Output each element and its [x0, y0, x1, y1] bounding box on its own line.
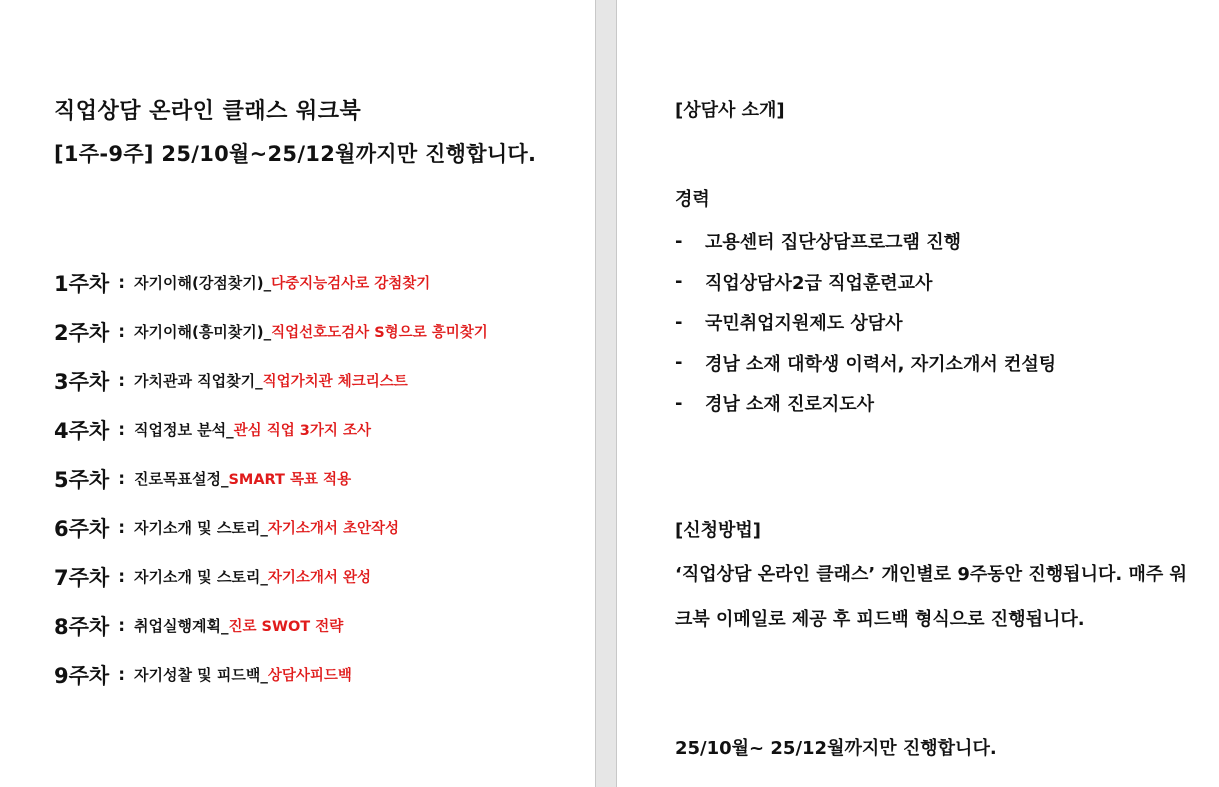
week-colon: : — [118, 321, 125, 342]
week-topic: 가치관과 직업찾기_ — [134, 372, 263, 390]
list-dash: - — [675, 311, 683, 333]
career-list — [675, 221, 1056, 424]
week-colon: : — [118, 272, 125, 293]
week-task: 직업가치관 체크리스트 — [262, 374, 408, 390]
left-page — [0, 0, 596, 787]
week-row-7 — [54, 552, 488, 601]
week-number: 4주차 — [54, 418, 110, 443]
week-colon: : — [118, 664, 125, 685]
week-row-4 — [54, 405, 488, 454]
application-heading: [신청방법] — [675, 520, 762, 541]
week-topic: 자기이해(강점찾기)_ — [134, 274, 272, 292]
career-item — [675, 343, 1056, 384]
application-description: ‘직업상담 온라인 클래스’ 개인별로 9주동안 진행됩니다. 매주 워크북 이메일로 제공 후 피드백 형식으로 진행됩니다. — [675, 564, 1187, 630]
week-number: 9주차 — [54, 663, 110, 688]
week-task: 직업선호도검사 S형으로 흥미찾기 — [271, 325, 488, 341]
week-number: 3주차 — [54, 369, 110, 394]
week-task: 자기소개서 완성 — [267, 570, 371, 586]
week-number: 2주차 — [54, 320, 110, 345]
career-item-text: 직업상담사2급 직업훈련교사 — [705, 272, 933, 294]
weekly-schedule — [54, 258, 488, 699]
week-topic: 자기이해(흥미찾기)_ — [134, 323, 272, 341]
week-topic: 취업실행계획_ — [134, 617, 229, 635]
career-item — [675, 221, 1056, 262]
period-notice: 25/10월~ 25/12월까지만 진행합니다. — [675, 738, 997, 759]
week-number: 7주차 — [54, 565, 110, 590]
week-task: 진로 SWOT 전략 — [228, 619, 344, 635]
week-colon: : — [118, 419, 125, 440]
week-row-5 — [54, 454, 488, 503]
week-row-1 — [54, 258, 488, 307]
week-row-8 — [54, 601, 488, 650]
workbook-subtitle: [1주-9주] 25/10월~25/12월까지만 진행합니다. — [54, 142, 537, 166]
career-item — [675, 302, 1056, 343]
workbook-title: 직업상담 온라인 클래스 워크북 — [54, 99, 362, 124]
week-number: 5주차 — [54, 467, 110, 492]
week-topic: 자기성찰 및 피드백_ — [134, 666, 268, 684]
week-number: 6주차 — [54, 516, 110, 541]
list-dash: - — [675, 392, 683, 414]
career-item-text: 경남 소재 진로지도사 — [705, 394, 875, 416]
list-dash: - — [675, 271, 683, 293]
week-topic: 자기소개 및 스토리_ — [134, 519, 268, 537]
week-topic: 직업정보 분석_ — [134, 421, 234, 439]
career-item-text: 경남 소재 대학생 이력서, 자기소개서 컨설팅 — [705, 353, 1057, 375]
career-item-text: 고용센터 집단상담프로그램 진행 — [705, 232, 961, 254]
week-row-6 — [54, 503, 488, 552]
career-item-text: 국민취업지원제도 상담사 — [705, 313, 903, 335]
right-page — [616, 0, 1219, 787]
week-colon: : — [118, 517, 125, 538]
week-colon: : — [118, 615, 125, 636]
list-dash: - — [675, 230, 683, 252]
week-task: 관심 직업 3가지 조사 — [233, 423, 371, 439]
week-colon: : — [118, 468, 125, 489]
career-item — [675, 262, 1056, 303]
week-row-2 — [54, 307, 488, 356]
week-task: 다중지능검사로 강첨찾기 — [271, 276, 431, 292]
counselor-intro-heading: [상담사 소개] — [675, 100, 785, 121]
week-task: SMART 목표 적용 — [228, 472, 352, 488]
career-heading: 경력 — [675, 189, 710, 210]
week-colon: : — [118, 370, 125, 391]
week-number: 8주차 — [54, 614, 110, 639]
week-row-3 — [54, 356, 488, 405]
week-number: 1주차 — [54, 271, 110, 296]
week-task: 상담사피드백 — [267, 668, 352, 684]
week-topic: 자기소개 및 스토리_ — [134, 568, 268, 586]
week-topic: 진로목표설정_ — [134, 470, 229, 488]
list-dash: - — [675, 352, 683, 374]
week-colon: : — [118, 566, 125, 587]
week-task: 자기소개서 초안작성 — [267, 521, 399, 537]
career-item — [675, 383, 1056, 424]
week-row-9 — [54, 650, 488, 699]
